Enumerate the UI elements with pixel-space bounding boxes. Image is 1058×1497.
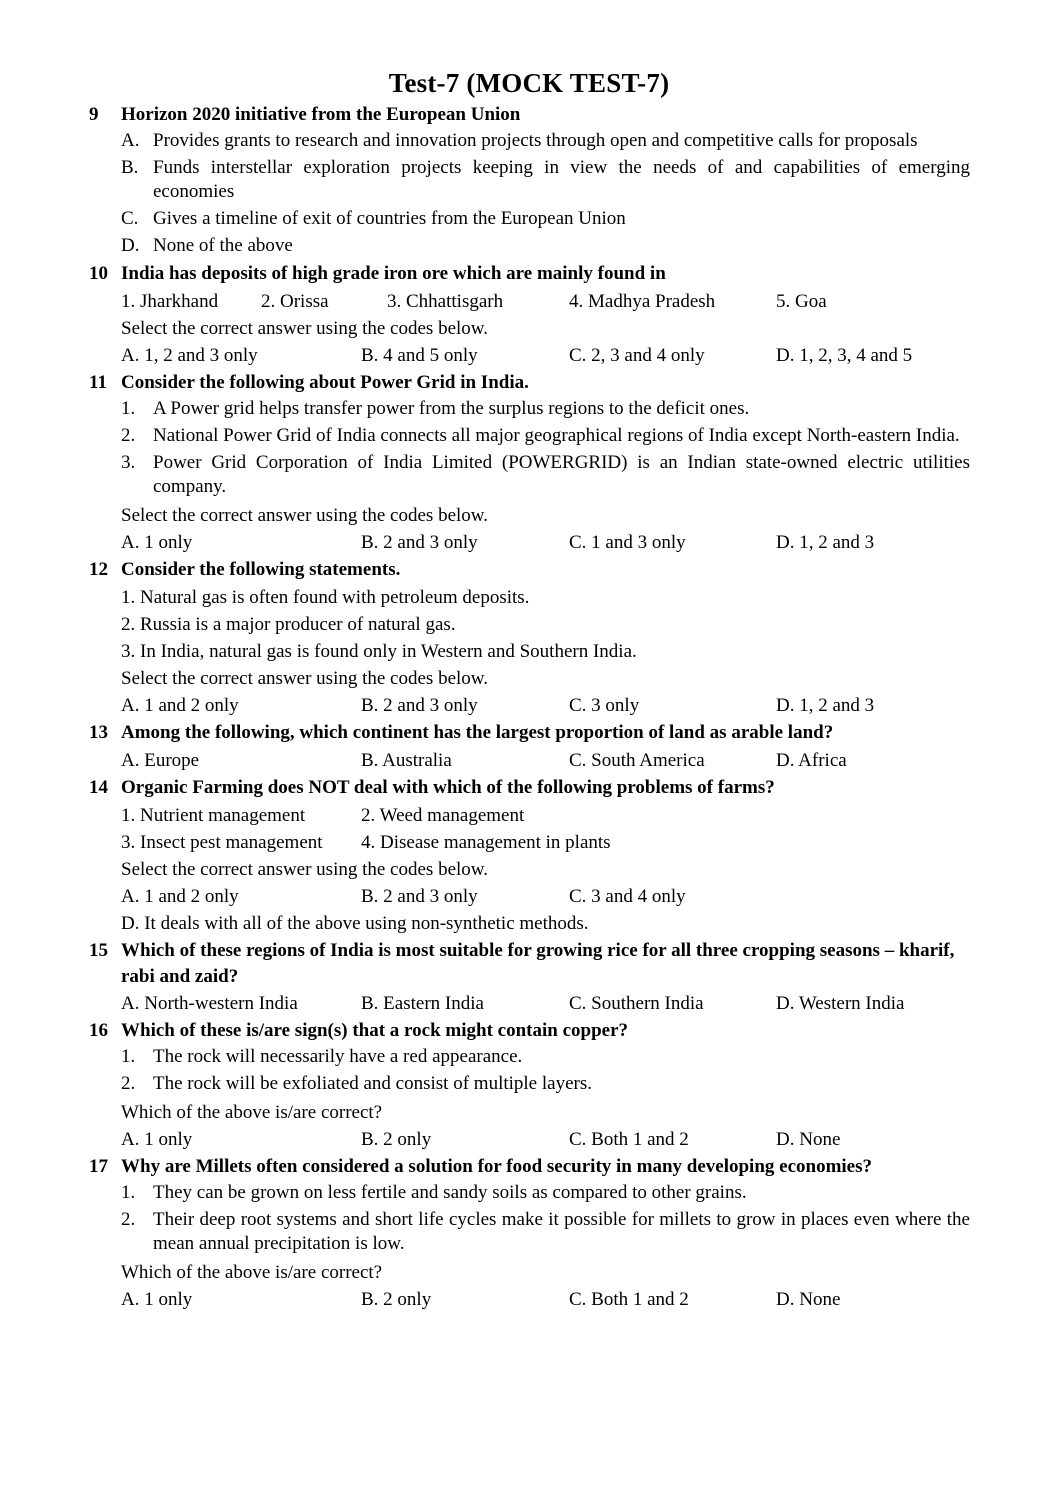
instruction: Select the correct answer using the codes below. bbox=[121, 505, 489, 526]
list-item: 2. Weed management bbox=[361, 805, 525, 826]
instruction: Which of the above is/are correct? bbox=[121, 1262, 383, 1283]
statement-3: 3. Power Grid Corporation of India Limited (POWERGRID) is an Indian state-owned electric utilities company. bbox=[121, 452, 970, 497]
statement-3: 3. In India, natural gas is found only in Western and Southern India. bbox=[121, 641, 637, 662]
answer-a: A. 1 and 2 only bbox=[121, 695, 239, 716]
answer-b: B. Eastern India bbox=[361, 993, 484, 1014]
statement-2: 2. The rock will be exfoliated and consist of multiple layers. bbox=[121, 1073, 592, 1094]
question-number: 17 bbox=[89, 1156, 108, 1177]
state-list bbox=[0, 288, 1058, 315]
answer-d: D. It deals with all of the above using non-synthetic methods. bbox=[121, 913, 589, 934]
question-13-text: 13 Among the following, which continent has the largest proportion of land as arable land? bbox=[0, 720, 1058, 747]
list-item: 4. Disease management in plants bbox=[361, 832, 611, 853]
answer-a: A. 1, 2 and 3 only bbox=[121, 345, 258, 366]
question-11 bbox=[0, 370, 1058, 556]
statement-2: 2. Russia is a major producer of natural gas. bbox=[121, 614, 456, 635]
answer-c: C. 3 only bbox=[569, 695, 640, 716]
instruction: Which of the above is/are correct? bbox=[121, 1102, 383, 1123]
answer-c: C. South America bbox=[569, 750, 705, 771]
statement-2: 2. National Power Grid of India connects all major geographical regions of India except North-eastern India. bbox=[121, 425, 960, 446]
answer-a: A. 1 only bbox=[121, 532, 193, 553]
answer-b: B. 2 only bbox=[361, 1289, 432, 1310]
question-15-text: 15 Which of these regions of India is most suitable for growing rice for all three cropping seasons – kharif, rabi and zaid? bbox=[89, 940, 955, 987]
option-b: B. Funds interstellar exploration projects keeping in view the needs of and capabilities of emerging economies bbox=[121, 157, 970, 202]
answer-b: B. 2 and 3 only bbox=[361, 695, 478, 716]
answer-c: C. Both 1 and 2 bbox=[569, 1289, 689, 1310]
answer-c: C. 1 and 3 only bbox=[569, 532, 686, 553]
question-13 bbox=[0, 720, 1058, 774]
list-item: 2. Orissa bbox=[261, 291, 329, 312]
list-item: 3. Chhattisgarh bbox=[387, 291, 504, 312]
list-item: 3. Insect pest management bbox=[121, 832, 323, 853]
question-number: 9 bbox=[89, 104, 99, 125]
question-number: 14 bbox=[89, 777, 108, 798]
question-9 bbox=[0, 102, 1058, 258]
answer-row bbox=[0, 1286, 1058, 1313]
question-14 bbox=[0, 775, 1058, 937]
statement-1: 1. They can be grown on less fertile and sandy soils as compared to other grains. bbox=[121, 1182, 747, 1203]
page-title: Test-7 (MOCK TEST-7) bbox=[388, 68, 670, 98]
question-16 bbox=[0, 1018, 1058, 1153]
question-9-text: 9 Horizon 2020 initiative from the European Union bbox=[0, 102, 1058, 129]
question-15 bbox=[0, 938, 1058, 1017]
answer-c: C. Both 1 and 2 bbox=[569, 1129, 689, 1150]
question-number: 12 bbox=[89, 559, 108, 580]
question-12-text: 12 Consider the following statements. bbox=[0, 557, 1058, 584]
answer-row bbox=[0, 990, 1058, 1017]
item-row bbox=[0, 802, 1058, 829]
question-number: 16 bbox=[89, 1020, 108, 1041]
answer-b: B. 4 and 5 only bbox=[361, 345, 478, 366]
answer-d: D. 1, 2 and 3 bbox=[776, 695, 875, 716]
question-14-text: 14 Organic Farming does NOT deal with which of the following problems of farms? bbox=[0, 775, 1058, 802]
statement-2: 2. Their deep root systems and short life cycles make it possible for millets to grow in places even where the mean annual precipitation is low. bbox=[121, 1209, 970, 1254]
answer-a: A. Europe bbox=[121, 750, 200, 771]
answer-row bbox=[0, 342, 1058, 369]
answer-row bbox=[0, 692, 1058, 719]
answer-row bbox=[0, 1126, 1058, 1153]
answer-b: B. 2 and 3 only bbox=[361, 886, 478, 907]
option-c: C. Gives a timeline of exit of countries from the European Union bbox=[121, 208, 626, 229]
answer-a: A. 1 and 2 only bbox=[121, 886, 239, 907]
answer-a: A. 1 only bbox=[121, 1129, 193, 1150]
question-number: 10 bbox=[89, 263, 108, 284]
answer-c: C. 2, 3 and 4 only bbox=[569, 345, 705, 366]
answer-d: D. Africa bbox=[776, 750, 847, 771]
answer-a: A. 1 only bbox=[121, 1289, 193, 1310]
question-16-text: 16 Which of these is/are sign(s) that a rock might contain copper? bbox=[0, 1018, 1058, 1045]
question-17 bbox=[0, 1154, 1058, 1313]
answer-d: D. None bbox=[776, 1289, 841, 1310]
instruction: Select the correct answer using the codes below. bbox=[121, 859, 489, 880]
question-list bbox=[0, 101, 1058, 1313]
statement-1: 1. The rock will necessarily have a red appearance. bbox=[121, 1046, 523, 1067]
statement-1: 1. Natural gas is often found with petroleum deposits. bbox=[121, 587, 530, 608]
option-a: A. Provides grants to research and innovation projects through open and competitive calls for proposals bbox=[121, 130, 918, 151]
answer-c: C. Southern India bbox=[569, 993, 704, 1014]
question-11-text: 11 Consider the following about Power Grid in India. bbox=[0, 370, 1058, 397]
answer-row bbox=[0, 747, 1058, 774]
answer-b: B. 2 only bbox=[361, 1129, 432, 1150]
answer-d: D. 1, 2 and 3 bbox=[776, 532, 875, 553]
statement-1: 1. A Power grid helps transfer power from the surplus regions to the deficit ones. bbox=[121, 398, 750, 419]
option-d: D. None of the above bbox=[121, 235, 293, 256]
list-item: 4. Madhya Pradesh bbox=[569, 291, 716, 312]
item-row bbox=[0, 829, 1058, 856]
question-10-text: 10 India has deposits of high grade iron ore which are mainly found in bbox=[0, 261, 1058, 288]
answer-b: B. Australia bbox=[361, 750, 452, 771]
question-10 bbox=[0, 261, 1058, 369]
answer-row bbox=[0, 883, 1058, 910]
instruction: Select the correct answer using the codes below. bbox=[121, 668, 489, 689]
answer-d: D. Western India bbox=[776, 993, 905, 1014]
answer-b: B. 2 and 3 only bbox=[361, 532, 478, 553]
question-number: 11 bbox=[89, 372, 107, 393]
answer-c: C. 3 and 4 only bbox=[569, 886, 686, 907]
answer-row bbox=[0, 529, 1058, 556]
list-item: 5. Goa bbox=[776, 291, 827, 312]
question-number: 15 bbox=[89, 940, 108, 961]
answer-d: D. None bbox=[776, 1129, 841, 1150]
list-item: 1. Jharkhand bbox=[121, 291, 219, 312]
question-number: 13 bbox=[89, 722, 108, 743]
answer-a: A. North-western India bbox=[121, 993, 298, 1014]
list-item: 1. Nutrient management bbox=[121, 805, 306, 826]
question-12 bbox=[0, 557, 1058, 719]
question-17-text: 17 Why are Millets often considered a solution for food security in many developing economies? bbox=[0, 1154, 1058, 1181]
instruction: Select the correct answer using the codes below. bbox=[121, 318, 489, 339]
answer-d: D. 1, 2, 3, 4 and 5 bbox=[776, 345, 913, 366]
